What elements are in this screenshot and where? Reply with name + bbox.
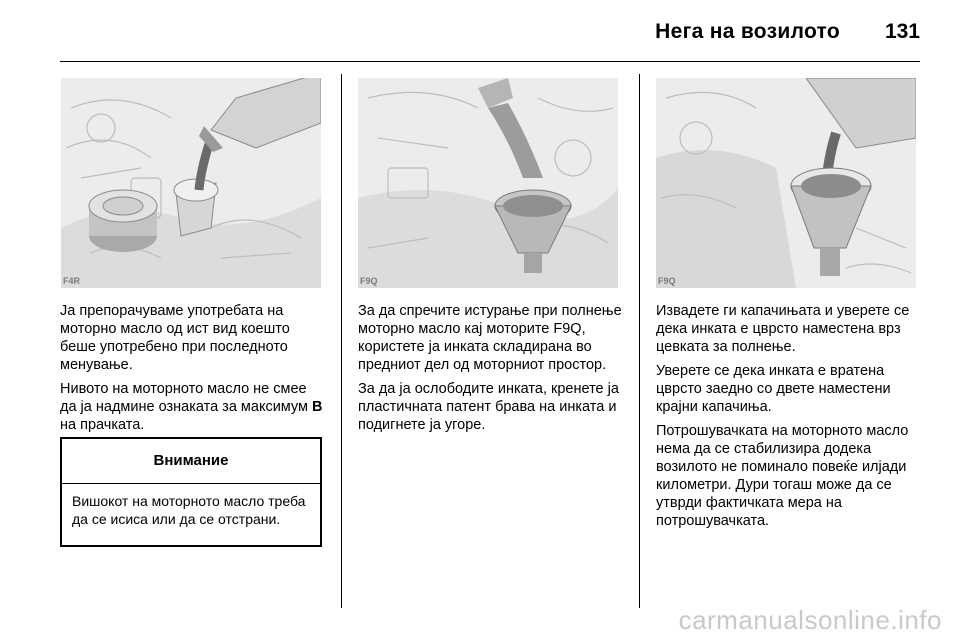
column-3 <box>656 302 922 536</box>
figure-code: F4R <box>63 276 81 286</box>
watermark: carmanualsonline.info <box>678 605 942 635</box>
page-header <box>60 14 920 58</box>
paragraph: Потрошувачката на моторното масло нема да се стабилизира додека возилото не поминало повеќе илјади километри. Дури тогаш може да се утврди фактичката мера на потрошувачката. <box>656 423 909 529</box>
figure-code: F9Q <box>658 276 676 286</box>
paragraph: Извадете ги капачињата и уверете се дека инката е цврсто наместена врз цевката за полнење. <box>656 303 910 355</box>
warning-body: Вишокот на моторното масло треба да се исиса или да се отстрани. <box>72 493 306 527</box>
figure-code: F9Q <box>360 276 378 286</box>
oil-pouring-into-filler-icon <box>61 78 321 288</box>
warning-box <box>60 437 322 547</box>
header-rule <box>60 61 920 62</box>
column-1 <box>60 302 326 440</box>
funnel-in-engine-icon <box>358 78 618 288</box>
figure-funnel-removal <box>656 78 916 288</box>
mark-b: B <box>312 399 323 415</box>
page-number: 131 <box>884 20 920 43</box>
paragraph: За да спречите истурање при полнење моторно масло кај моторите F9Q, користете ја инката складирана во предниот дел од моторниот простор. <box>358 303 622 373</box>
warning-title: Внимание <box>62 439 320 484</box>
figure-oil-pouring <box>61 78 321 288</box>
section-title: Нега на возилото <box>655 20 840 43</box>
paragraph: Ја препорачуваме употребата на моторно масло од ист вид коешто беше употребено при последното менување. <box>60 303 290 373</box>
paragraph: Нивото на моторното масло не смее да ја надмине ознаката за максимум B на прачката. <box>60 381 323 433</box>
figure-funnel <box>358 78 618 288</box>
paragraph: За да ја ослободите инката, кренете ја пластичната патент брава на инката и подигнете ја угоре. <box>358 381 619 433</box>
paragraph: Уверете се дека инката е вратена цврсто заедно со двете наместени крајни капачиња. <box>656 363 891 415</box>
column-divider <box>341 74 342 608</box>
column-divider <box>639 74 640 608</box>
column-2 <box>358 302 624 440</box>
funnel-removal-icon <box>656 78 916 288</box>
